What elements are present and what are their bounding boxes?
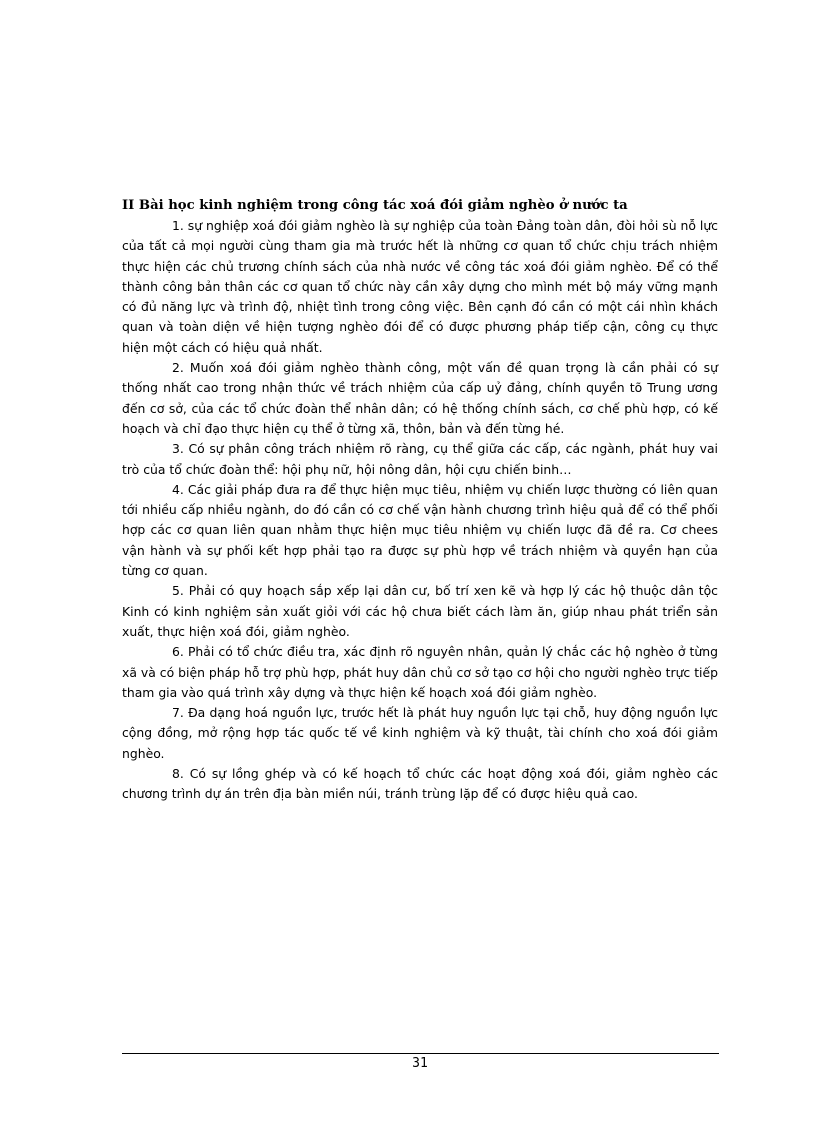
paragraph-7: 7. Đa dạng hoá nguồn lực, trước hết là phát huy nguồn lực tại chỗ, huy động nguồn lực cộng đồng, mở rộng hợp tác quốc tế về kinh nghiệm và kỹ thuật, tài chính cho xoá đói giảm nghèo.: [122, 705, 718, 761]
paragraph-6: 6. Phải có tổ chức điều tra, xác định rõ nguyên nhân, quản lý chắc các hộ nghèo ở từng xã và có biện pháp hỗ trợ phù hợp, phát huy dân chủ cơ sở tạo cơ hội cho người nghèo trực tiếp tham gia vào quá trình xây dựng và thực hiện kế hoạch xoá đói giảm nghèo.: [122, 644, 718, 700]
paragraph-4: 4. Các giải pháp đưa ra để thực hiện mục tiêu, nhiệm vụ chiến lược thường có liên quan tới nhiều cấp nhiều ngành, do đó cần có cơ chế vận hành chương trình hiệu quả để có thể phối hợp các cơ quan liên quan nhằm thực hiện mục tiêu nhiệm vụ chiến lược đã đề ra. Cơ chees vận hành và sự phối kết hợp phải tạo ra được sự phù hợp về trách nhiệm và quyền hạn của từng cơ quan.: [122, 481, 718, 579]
footer-divider: [122, 1053, 719, 1054]
paragraph-5: 5. Phải có quy hoạch sắp xếp lại dân cư, bố trí xen kẽ và hợp lý các hộ thuộc dân tộc Kinh có kinh nghiệm sản xuất giỏi với các hộ chưa biết cách làm ăn, giúp nhau phát triển sản xuất, thực hiện xoá đói, giảm nghèo.: [122, 583, 718, 639]
paragraph-8: 8. Có sự lồng ghép và có kế hoạch tổ chức các hoạt động xoá đói, giảm nghèo các chương trình dự án trên địa bàn miền núi, tránh trùng lặp để có được hiệu quả cao.: [122, 766, 718, 802]
paragraph-1: 1. sự nghiệp xoá đói giảm nghèo là sự nghiệp của toàn Đảng toàn dân, đòi hỏi sù nỗ lực của tất cả mọi người cùng tham gia mà trước hết là những cơ quan tổ chức chịu trách nhiệm thực hiện các chủ trương chính sách của nhà nước về công tác xoá đói giảm nghèo. Để có thể thành công bản thân các cơ quan tổ chức này cần xây dựng cho mình mét bộ máy vững mạnh có đủ năng lực và trình độ, nhiệt tình trong công việc. Bên cạnh đó cần có một cái nhìn khách quan và toàn diện về hiện tượng nghèo đói để có được phương pháp tiếp cận, công cụ thực hiện một cách có hiệu quả nhất.: [122, 218, 718, 355]
paragraph-3: 3. Có sự phân công trách nhiệm rõ ràng, cụ thể giữa các cấp, các ngành, phát huy vai trò của tổ chức đoàn thể: hội phụ nữ, hội nông dân, hội cựu chiến binh…: [122, 441, 718, 477]
document-body: [122, 196, 718, 805]
page-number: 31: [412, 1056, 428, 1071]
paragraph-2: 2. Muốn xoá đói giảm nghèo thành công, một vấn đề quan trọng là cần phải có sự thống nhất cao trong nhận thức về trách nhiệm của cấp uỷ đảng, chính quyền tõ Trung ương đến cơ sở, của các tổ chức đoàn thể nhân dân; có hệ thống chính sách, cơ chế phù hợp, có kế hoạch và chỉ đạo thực hiện cụ thể ở từng xã, thôn, bản và đến từng hé.: [122, 360, 718, 436]
section-heading: II Bài học kinh nghiệm trong công tác xoá đói giảm nghèo ở nước ta: [122, 198, 628, 213]
